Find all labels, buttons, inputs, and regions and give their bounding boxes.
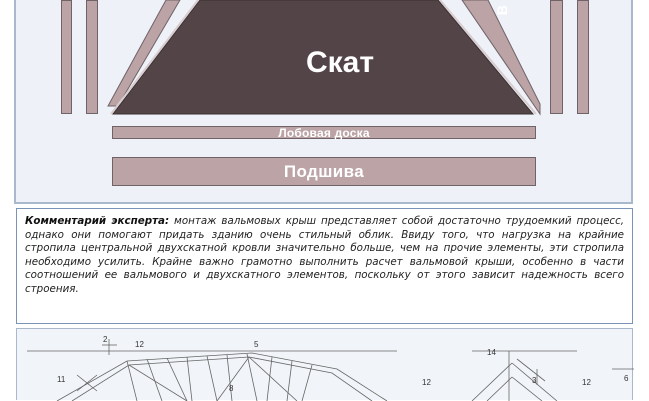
callout-5: 5 — [254, 340, 259, 349]
callout-12b: 12 — [422, 378, 431, 387]
comment-text: монтаж вальмовых крыш представляет собой достаточно трудоемкий процесс, однако они помогают придать зданию очень стильный облик. Ввиду того, что нагрузка на крайние стропила центральной двухскатной кровли значительно больше, чем на прочие элементы, эти стропила необходимо усилить. Крайне важно грамотно выполнить расчет вальмовой крыши, особенно в части соотношений ее вальмового и двухскатного элементов, поскольку от этого зависит надежность всего строения. — [25, 215, 625, 295]
callout-14: 14 — [487, 348, 496, 357]
callout-3: 3 — [532, 376, 537, 385]
truss-drawing-area — [16, 328, 633, 400]
truss-drawing — [17, 329, 634, 401]
slope-label: Скат — [305, 46, 375, 79]
frontal-board: Лобовая доска — [112, 126, 536, 139]
callout-12: 12 — [135, 340, 144, 349]
callout-8: 8 — [229, 384, 234, 393]
hip-side-label: В — [494, 4, 510, 16]
soffit: Подшива — [112, 157, 536, 186]
expert-comment — [16, 208, 633, 324]
callout-2: 2 — [103, 335, 108, 344]
comment-lead: Комментарий эксперта: — [25, 215, 170, 227]
callout-12c: 12 — [582, 378, 591, 387]
callout-6: 6 — [624, 374, 629, 383]
callout-11: 11 — [57, 375, 66, 384]
